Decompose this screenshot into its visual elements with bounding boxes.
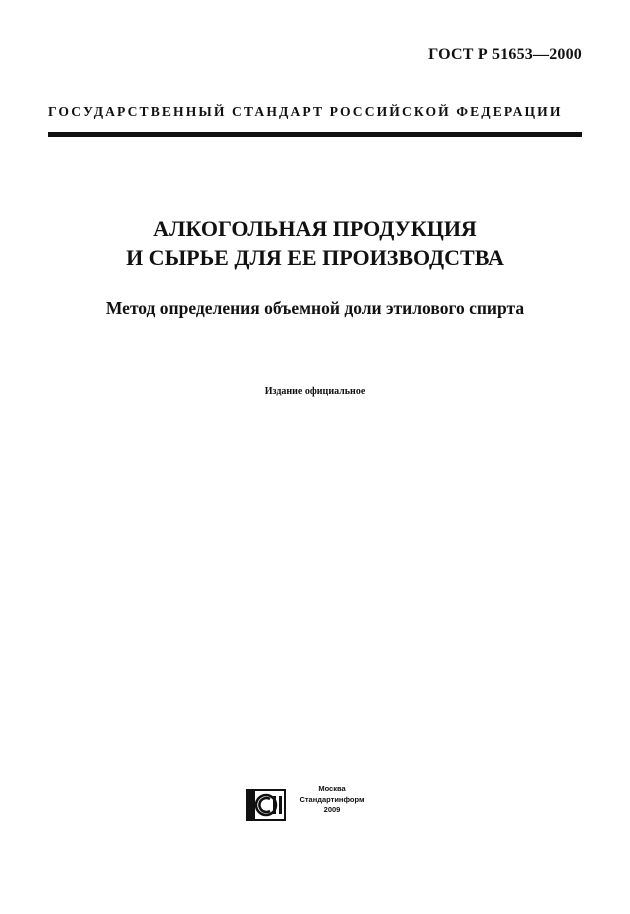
main-title — [0, 214, 630, 272]
header-divider-rule — [48, 132, 582, 137]
publisher-city: Москва — [318, 784, 346, 793]
standartinform-logo-icon — [246, 789, 286, 821]
publisher-year: 2009 — [323, 805, 341, 814]
main-title-line-1: АЛКОГОЛЬНАЯ ПРОДУКЦИЯ — [153, 216, 477, 241]
document-number: ГОСТ Р 51653—2000 — [428, 46, 582, 63]
state-standard-heading: ГОСУДАРСТВЕННЫЙ СТАНДАРТ РОССИЙСКОЙ ФЕДЕРАЦИИ — [48, 104, 563, 119]
publisher-imprint — [292, 784, 372, 816]
main-title-line-2: И СЫРЬЕ ДЛЯ ЕЕ ПРОИЗВОДСТВА — [126, 245, 504, 270]
publisher-name: Стандартинформ — [299, 794, 365, 804]
edition-note: Издание официальное — [264, 386, 366, 397]
subtitle: Метод определения объемной доли этилового спирта — [105, 298, 525, 318]
publisher-block — [246, 784, 396, 826]
